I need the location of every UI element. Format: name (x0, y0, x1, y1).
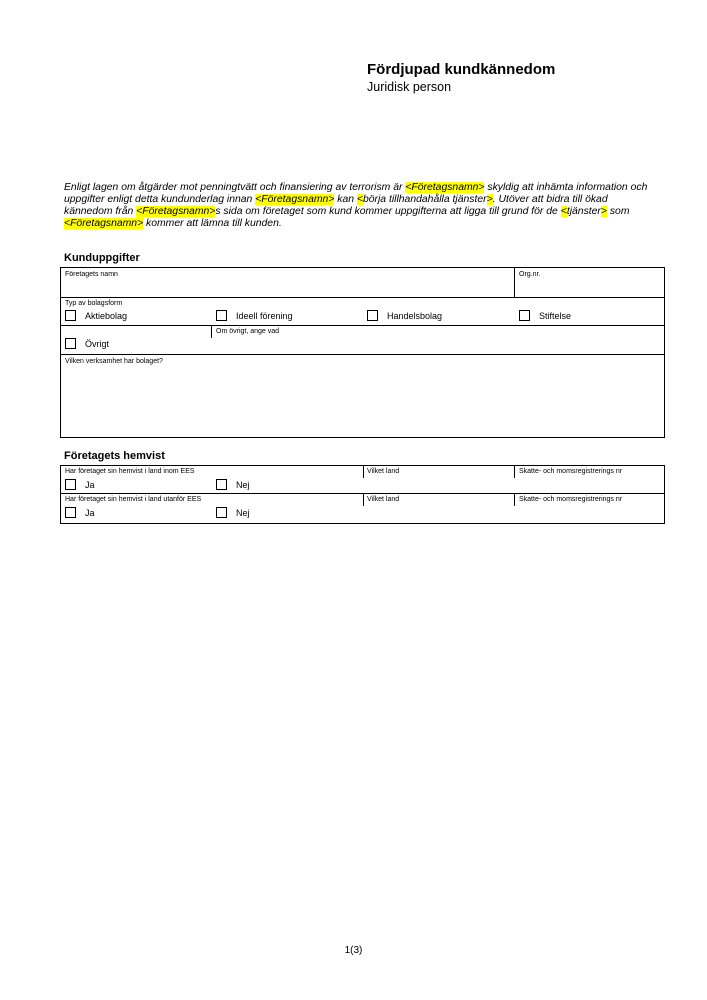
hemvist-ees-row (61, 466, 664, 494)
checkbox[interactable] (65, 507, 76, 518)
hemvist-form (60, 465, 665, 524)
divider (514, 268, 515, 297)
company-placeholder: <Företagsnamn> (136, 206, 216, 217)
country-label: Vilket land (367, 468, 400, 475)
company-form-label: Typ av bolagsform (65, 300, 123, 307)
kunduppgifter-form (60, 267, 665, 438)
option-ideell-forening[interactable]: Ideell förening (216, 310, 293, 321)
option-aktiebolag[interactable]: Aktiebolag (65, 310, 127, 321)
other-row (61, 326, 664, 355)
company-name-row (61, 268, 664, 298)
intro-text: som (606, 206, 630, 217)
option-stiftelse[interactable]: Stiftelse (519, 310, 571, 321)
company-name-label: Företagets namn (65, 271, 118, 278)
intro-text: kommer att lämna till kunden. (143, 218, 282, 229)
company-placeholder: <Företagsnamn> (255, 194, 335, 205)
divider (363, 466, 364, 478)
business-row (61, 355, 664, 437)
checkbox[interactable] (65, 479, 76, 490)
checkbox[interactable] (216, 507, 227, 518)
title-block (367, 61, 555, 95)
placeholder-bracket: < (560, 206, 567, 217)
org-nr-label: Org.nr. (519, 271, 541, 278)
section-title-kunduppgifter: Kunduppgifter (64, 252, 140, 264)
section-title-hemvist: Företagets hemvist (64, 450, 165, 462)
placeholder-bracket: > (600, 206, 607, 217)
divider (514, 466, 515, 478)
intro-text: skyldig att inhämta information och uppgifter enligt detta kundunderlag innan (64, 182, 648, 205)
ees-question-label: Har företaget sin hemvist i land inom EES (65, 468, 195, 475)
tax-number-label: Skatte- och momsregistrerings nr (519, 496, 623, 503)
option-nej[interactable]: Nej (216, 479, 250, 490)
divider (211, 326, 212, 338)
checkbox[interactable] (519, 310, 530, 321)
placeholder-bracket: > (486, 194, 493, 205)
checkbox[interactable] (367, 310, 378, 321)
tax-number-label: Skatte- och momsregistrerings nr (519, 468, 623, 475)
divider (514, 494, 515, 506)
intro-text: s sida om företaget som kund kommer uppgifterna att ligga till grund för de (215, 206, 561, 217)
company-placeholder: <Företagsnamn> (405, 182, 485, 193)
business-label: Vilken verksamhet har bolaget? (65, 358, 163, 365)
country-label: Vilket land (367, 496, 400, 503)
services-placeholder: tjänster (566, 206, 601, 217)
document-title: Fördjupad kundkännedom (367, 61, 556, 78)
page-number: 1(3) (344, 945, 363, 956)
company-form-row (61, 298, 664, 326)
document-subtitle: Juridisk person (367, 80, 452, 94)
divider (363, 494, 364, 506)
option-nej[interactable]: Nej (216, 507, 250, 518)
intro-paragraph (64, 182, 654, 230)
hemvist-non-ees-row (61, 494, 664, 523)
checkbox[interactable] (216, 310, 227, 321)
intro-text: kan (334, 194, 357, 205)
checkbox[interactable] (216, 479, 227, 490)
option-ja[interactable]: Ja (65, 479, 95, 490)
services-placeholder: börja tillhandahålla tjänster (362, 194, 487, 205)
option-ovrigt[interactable]: Övrigt (65, 338, 109, 349)
non-ees-question-label: Har företaget sin hemvist i land utanför EES (65, 496, 202, 503)
intro-text: Enligt lagen om åtgärder mot penningtvätt och finansiering av terrorism är (64, 182, 406, 193)
intro-text: . Utöver att bidra till ökad kännedom från (64, 194, 608, 217)
checkbox[interactable] (65, 310, 76, 321)
company-placeholder: <Företagsnamn> (64, 218, 144, 229)
other-specify-label: Om övrigt, ange vad (216, 328, 280, 335)
checkbox[interactable] (65, 338, 76, 349)
placeholder-bracket: < (356, 194, 363, 205)
option-ja[interactable]: Ja (65, 507, 95, 518)
option-handelsbolag[interactable]: Handelsbolag (367, 310, 442, 321)
